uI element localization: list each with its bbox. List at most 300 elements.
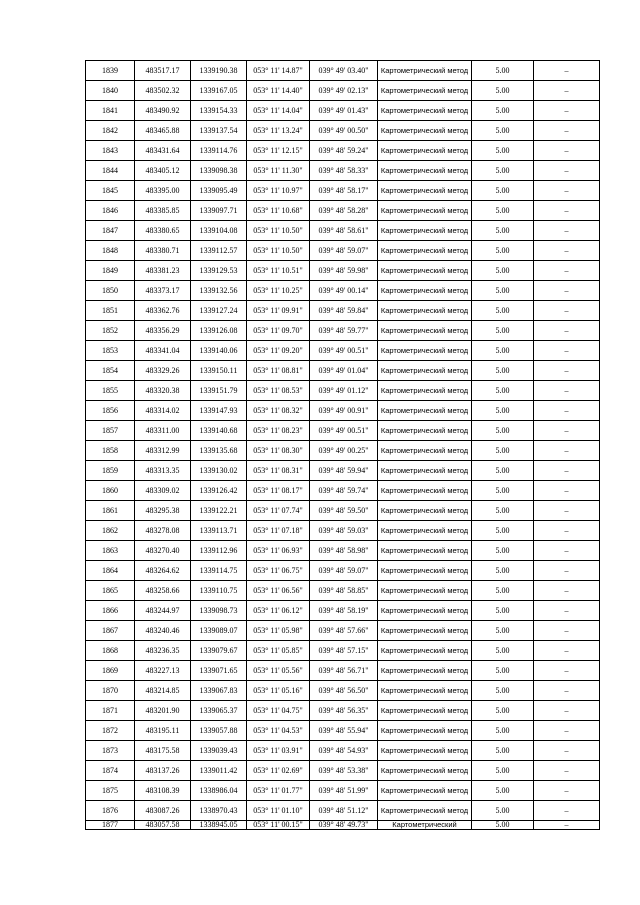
longitude-cell: 039° 49' 00.50" <box>310 121 378 141</box>
method-cell: Картометрический метод <box>378 421 472 441</box>
latitude-cell: 053° 11' 06.56" <box>247 581 310 601</box>
note-cell: – <box>534 361 600 381</box>
longitude-cell: 039° 48' 59.77" <box>310 321 378 341</box>
method-cell: Картометрический метод <box>378 321 472 341</box>
x-coordinate-cell: 483270.40 <box>135 541 191 561</box>
method-cell: Картометрический метод <box>378 521 472 541</box>
x-coordinate-cell: 483244.97 <box>135 601 191 621</box>
point-number-cell: 1851 <box>86 301 135 321</box>
y-coordinate-cell: 1338986.04 <box>191 781 247 801</box>
accuracy-cell: 5.00 <box>472 241 534 261</box>
latitude-cell: 053° 11' 08.31" <box>247 461 310 481</box>
method-cell: Картометрический метод <box>378 481 472 501</box>
longitude-cell: 039° 48' 59.94" <box>310 461 378 481</box>
y-coordinate-cell: 1339140.68 <box>191 421 247 441</box>
longitude-cell: 039° 48' 57.15" <box>310 641 378 661</box>
note-cell: – <box>534 341 600 361</box>
longitude-cell: 039° 48' 58.98" <box>310 541 378 561</box>
note-cell: – <box>534 481 600 501</box>
x-coordinate-cell: 483195.11 <box>135 721 191 741</box>
x-coordinate-cell: 483201.90 <box>135 701 191 721</box>
latitude-cell: 053° 11' 06.12" <box>247 601 310 621</box>
table-row <box>86 501 600 521</box>
method-cell: Картометрический метод <box>378 601 472 621</box>
y-coordinate-cell: 1339104.08 <box>191 221 247 241</box>
method-cell: Картометрический <box>378 821 472 830</box>
y-coordinate-cell: 1339039.43 <box>191 741 247 761</box>
x-coordinate-cell: 483278.08 <box>135 521 191 541</box>
accuracy-cell: 5.00 <box>472 821 534 830</box>
x-coordinate-cell: 483137.26 <box>135 761 191 781</box>
accuracy-cell: 5.00 <box>472 261 534 281</box>
accuracy-cell: 5.00 <box>472 561 534 581</box>
x-coordinate-cell: 483405.12 <box>135 161 191 181</box>
point-number-cell: 1852 <box>86 321 135 341</box>
accuracy-cell: 5.00 <box>472 521 534 541</box>
method-cell: Картометрический метод <box>378 721 472 741</box>
method-cell: Картометрический метод <box>378 61 472 81</box>
x-coordinate-cell: 483227.13 <box>135 661 191 681</box>
table-row <box>86 281 600 301</box>
y-coordinate-cell: 1339067.83 <box>191 681 247 701</box>
y-coordinate-cell: 1339127.24 <box>191 301 247 321</box>
method-cell: Картометрический метод <box>378 741 472 761</box>
method-cell: Картометрический метод <box>378 361 472 381</box>
point-number-cell: 1871 <box>86 701 135 721</box>
point-number-cell: 1846 <box>86 201 135 221</box>
method-cell: Картометрический метод <box>378 261 472 281</box>
y-coordinate-cell: 1339112.57 <box>191 241 247 261</box>
accuracy-cell: 5.00 <box>472 461 534 481</box>
point-number-cell: 1877 <box>86 821 135 830</box>
method-cell: Картометрический метод <box>378 681 472 701</box>
longitude-cell: 039° 48' 51.12" <box>310 801 378 821</box>
point-number-cell: 1860 <box>86 481 135 501</box>
note-cell: – <box>534 181 600 201</box>
latitude-cell: 053° 11' 07.74" <box>247 501 310 521</box>
longitude-cell: 039° 49' 00.51" <box>310 341 378 361</box>
note-cell: – <box>534 541 600 561</box>
table-row <box>86 61 600 81</box>
y-coordinate-cell: 1339114.76 <box>191 141 247 161</box>
x-coordinate-cell: 483236.35 <box>135 641 191 661</box>
accuracy-cell: 5.00 <box>472 381 534 401</box>
latitude-cell: 053° 11' 09.70" <box>247 321 310 341</box>
note-cell: – <box>534 721 600 741</box>
table-row <box>86 721 600 741</box>
point-number-cell: 1865 <box>86 581 135 601</box>
method-cell: Картометрический метод <box>378 301 472 321</box>
latitude-cell: 053° 11' 08.17" <box>247 481 310 501</box>
method-cell: Картометрический метод <box>378 461 472 481</box>
method-cell: Картометрический метод <box>378 181 472 201</box>
accuracy-cell: 5.00 <box>472 601 534 621</box>
x-coordinate-cell: 483395.00 <box>135 181 191 201</box>
latitude-cell: 053° 11' 11.30" <box>247 161 310 181</box>
longitude-cell: 039° 49' 01.12" <box>310 381 378 401</box>
latitude-cell: 053° 11' 05.98" <box>247 621 310 641</box>
table-row <box>86 521 600 541</box>
accuracy-cell: 5.00 <box>472 781 534 801</box>
method-cell: Картометрический метод <box>378 241 472 261</box>
method-cell: Картометрический метод <box>378 781 472 801</box>
point-number-cell: 1839 <box>86 61 135 81</box>
y-coordinate-cell: 1339190.38 <box>191 61 247 81</box>
accuracy-cell: 5.00 <box>472 161 534 181</box>
table-row <box>86 621 600 641</box>
point-number-cell: 1872 <box>86 721 135 741</box>
latitude-cell: 053° 11' 04.75" <box>247 701 310 721</box>
note-cell: – <box>534 261 600 281</box>
longitude-cell: 039° 49' 03.40" <box>310 61 378 81</box>
accuracy-cell: 5.00 <box>472 581 534 601</box>
x-coordinate-cell: 483108.39 <box>135 781 191 801</box>
y-coordinate-cell: 1339129.53 <box>191 261 247 281</box>
longitude-cell: 039° 48' 58.61" <box>310 221 378 241</box>
y-coordinate-cell: 1339137.54 <box>191 121 247 141</box>
method-cell: Картометрический метод <box>378 281 472 301</box>
latitude-cell: 053° 11' 10.97" <box>247 181 310 201</box>
y-coordinate-cell: 1339098.38 <box>191 161 247 181</box>
method-cell: Картометрический метод <box>378 141 472 161</box>
accuracy-cell: 5.00 <box>472 701 534 721</box>
table-row <box>86 161 600 181</box>
x-coordinate-cell: 483381.23 <box>135 261 191 281</box>
x-coordinate-cell: 483380.71 <box>135 241 191 261</box>
point-number-cell: 1875 <box>86 781 135 801</box>
note-cell: – <box>534 281 600 301</box>
note-cell: – <box>534 661 600 681</box>
y-coordinate-cell: 1339113.71 <box>191 521 247 541</box>
y-coordinate-cell: 1339126.08 <box>191 321 247 341</box>
note-cell: – <box>534 161 600 181</box>
point-number-cell: 1867 <box>86 621 135 641</box>
method-cell: Картометрический метод <box>378 501 472 521</box>
note-cell: – <box>534 821 600 830</box>
note-cell: – <box>534 301 600 321</box>
latitude-cell: 053° 11' 10.68" <box>247 201 310 221</box>
longitude-cell: 039° 48' 51.99" <box>310 781 378 801</box>
longitude-cell: 039° 48' 59.24" <box>310 141 378 161</box>
y-coordinate-cell: 1339154.33 <box>191 101 247 121</box>
y-coordinate-cell: 1339126.42 <box>191 481 247 501</box>
table-row <box>86 381 600 401</box>
longitude-cell: 039° 48' 59.84" <box>310 301 378 321</box>
latitude-cell: 053° 11' 14.04" <box>247 101 310 121</box>
latitude-cell: 053° 11' 01.10" <box>247 801 310 821</box>
note-cell: – <box>534 681 600 701</box>
y-coordinate-cell: 1339011.42 <box>191 761 247 781</box>
y-coordinate-cell: 1339140.06 <box>191 341 247 361</box>
table-row <box>86 221 600 241</box>
longitude-cell: 039° 48' 59.03" <box>310 521 378 541</box>
note-cell: – <box>534 461 600 481</box>
note-cell: – <box>534 81 600 101</box>
x-coordinate-cell: 483465.88 <box>135 121 191 141</box>
method-cell: Картометрический метод <box>378 761 472 781</box>
note-cell: – <box>534 581 600 601</box>
y-coordinate-cell: 1339089.07 <box>191 621 247 641</box>
table-row <box>86 241 600 261</box>
note-cell: – <box>534 781 600 801</box>
note-cell: – <box>534 421 600 441</box>
longitude-cell: 039° 49' 00.25" <box>310 441 378 461</box>
accuracy-cell: 5.00 <box>472 741 534 761</box>
point-number-cell: 1850 <box>86 281 135 301</box>
x-coordinate-cell: 483380.65 <box>135 221 191 241</box>
accuracy-cell: 5.00 <box>472 481 534 501</box>
point-number-cell: 1855 <box>86 381 135 401</box>
table-row <box>86 561 600 581</box>
accuracy-cell: 5.00 <box>472 801 534 821</box>
accuracy-cell: 5.00 <box>472 341 534 361</box>
table-row <box>86 441 600 461</box>
y-coordinate-cell: 1338970.43 <box>191 801 247 821</box>
note-cell: – <box>534 381 600 401</box>
point-number-cell: 1840 <box>86 81 135 101</box>
latitude-cell: 053° 11' 06.75" <box>247 561 310 581</box>
method-cell: Картометрический метод <box>378 121 472 141</box>
latitude-cell: 053° 11' 10.50" <box>247 241 310 261</box>
longitude-cell: 039° 48' 58.85" <box>310 581 378 601</box>
table-row <box>86 81 600 101</box>
x-coordinate-cell: 483314.02 <box>135 401 191 421</box>
note-cell: – <box>534 521 600 541</box>
point-number-cell: 1863 <box>86 541 135 561</box>
point-number-cell: 1847 <box>86 221 135 241</box>
latitude-cell: 053° 11' 10.51" <box>247 261 310 281</box>
latitude-cell: 053° 11' 03.91" <box>247 741 310 761</box>
method-cell: Картометрический метод <box>378 341 472 361</box>
x-coordinate-cell: 483373.17 <box>135 281 191 301</box>
longitude-cell: 039° 48' 59.07" <box>310 561 378 581</box>
point-number-cell: 1870 <box>86 681 135 701</box>
note-cell: – <box>534 121 600 141</box>
point-number-cell: 1842 <box>86 121 135 141</box>
method-cell: Картометрический метод <box>378 201 472 221</box>
x-coordinate-cell: 483356.29 <box>135 321 191 341</box>
longitude-cell: 039° 48' 53.38" <box>310 761 378 781</box>
accuracy-cell: 5.00 <box>472 641 534 661</box>
table-row <box>86 741 600 761</box>
method-cell: Картометрический метод <box>378 101 472 121</box>
accuracy-cell: 5.00 <box>472 121 534 141</box>
longitude-cell: 039° 49' 00.14" <box>310 281 378 301</box>
y-coordinate-cell: 1339122.21 <box>191 501 247 521</box>
y-coordinate-cell: 1339079.67 <box>191 641 247 661</box>
longitude-cell: 039° 49' 01.43" <box>310 101 378 121</box>
table-row <box>86 481 600 501</box>
longitude-cell: 039° 48' 57.66" <box>310 621 378 641</box>
y-coordinate-cell: 1339098.73 <box>191 601 247 621</box>
method-cell: Картометрический метод <box>378 81 472 101</box>
latitude-cell: 053° 11' 12.15" <box>247 141 310 161</box>
table-row <box>86 421 600 441</box>
point-number-cell: 1876 <box>86 801 135 821</box>
table-row <box>86 341 600 361</box>
point-number-cell: 1849 <box>86 261 135 281</box>
note-cell: – <box>534 641 600 661</box>
y-coordinate-cell: 1339071.65 <box>191 661 247 681</box>
table-row <box>86 301 600 321</box>
table-row <box>86 601 600 621</box>
accuracy-cell: 5.00 <box>472 761 534 781</box>
note-cell: – <box>534 201 600 221</box>
note-cell: – <box>534 221 600 241</box>
table-body <box>86 61 600 830</box>
latitude-cell: 053° 11' 14.87" <box>247 61 310 81</box>
y-coordinate-cell: 1339147.93 <box>191 401 247 421</box>
method-cell: Картометрический метод <box>378 161 472 181</box>
latitude-cell: 053° 11' 01.77" <box>247 781 310 801</box>
table-row <box>86 581 600 601</box>
accuracy-cell: 5.00 <box>472 441 534 461</box>
longitude-cell: 039° 48' 58.17" <box>310 181 378 201</box>
accuracy-cell: 5.00 <box>472 361 534 381</box>
note-cell: – <box>534 401 600 421</box>
note-cell: – <box>534 241 600 261</box>
point-number-cell: 1866 <box>86 601 135 621</box>
table-row <box>86 661 600 681</box>
method-cell: Картометрический метод <box>378 381 472 401</box>
latitude-cell: 053° 11' 05.85" <box>247 641 310 661</box>
x-coordinate-cell: 483312.99 <box>135 441 191 461</box>
method-cell: Картометрический метод <box>378 221 472 241</box>
longitude-cell: 039° 48' 54.93" <box>310 741 378 761</box>
point-number-cell: 1856 <box>86 401 135 421</box>
coordinates-table <box>85 60 600 830</box>
latitude-cell: 053° 11' 14.40" <box>247 81 310 101</box>
longitude-cell: 039° 49' 00.91" <box>310 401 378 421</box>
point-number-cell: 1868 <box>86 641 135 661</box>
latitude-cell: 053° 11' 00.15" <box>247 821 310 830</box>
table-row <box>86 121 600 141</box>
table-row <box>86 821 600 830</box>
note-cell: – <box>534 701 600 721</box>
accuracy-cell: 5.00 <box>472 721 534 741</box>
table-row <box>86 461 600 481</box>
x-coordinate-cell: 483311.00 <box>135 421 191 441</box>
accuracy-cell: 5.00 <box>472 661 534 681</box>
point-number-cell: 1854 <box>86 361 135 381</box>
point-number-cell: 1869 <box>86 661 135 681</box>
accuracy-cell: 5.00 <box>472 101 534 121</box>
method-cell: Картометрический метод <box>378 541 472 561</box>
latitude-cell: 053° 11' 08.81" <box>247 361 310 381</box>
latitude-cell: 053° 11' 06.93" <box>247 541 310 561</box>
longitude-cell: 039° 48' 59.50" <box>310 501 378 521</box>
y-coordinate-cell: 1339057.88 <box>191 721 247 741</box>
longitude-cell: 039° 48' 59.07" <box>310 241 378 261</box>
table-row <box>86 201 600 221</box>
latitude-cell: 053° 11' 09.91" <box>247 301 310 321</box>
table-row <box>86 801 600 821</box>
latitude-cell: 053° 11' 07.18" <box>247 521 310 541</box>
note-cell: – <box>534 741 600 761</box>
point-number-cell: 1845 <box>86 181 135 201</box>
latitude-cell: 053° 11' 02.69" <box>247 761 310 781</box>
accuracy-cell: 5.00 <box>472 61 534 81</box>
y-coordinate-cell: 1339095.49 <box>191 181 247 201</box>
table-row <box>86 101 600 121</box>
accuracy-cell: 5.00 <box>472 141 534 161</box>
note-cell: – <box>534 321 600 341</box>
x-coordinate-cell: 483362.76 <box>135 301 191 321</box>
longitude-cell: 039° 48' 55.94" <box>310 721 378 741</box>
accuracy-cell: 5.00 <box>472 501 534 521</box>
point-number-cell: 1861 <box>86 501 135 521</box>
note-cell: – <box>534 101 600 121</box>
x-coordinate-cell: 483490.92 <box>135 101 191 121</box>
table-row <box>86 181 600 201</box>
method-cell: Картометрический метод <box>378 701 472 721</box>
x-coordinate-cell: 483517.17 <box>135 61 191 81</box>
method-cell: Картометрический метод <box>378 801 472 821</box>
longitude-cell: 039° 49' 02.13" <box>310 81 378 101</box>
table-row <box>86 361 600 381</box>
accuracy-cell: 5.00 <box>472 281 534 301</box>
x-coordinate-cell: 483313.35 <box>135 461 191 481</box>
y-coordinate-cell: 1339097.71 <box>191 201 247 221</box>
note-cell: – <box>534 761 600 781</box>
table-row <box>86 401 600 421</box>
accuracy-cell: 5.00 <box>472 81 534 101</box>
x-coordinate-cell: 483329.26 <box>135 361 191 381</box>
accuracy-cell: 5.00 <box>472 221 534 241</box>
note-cell: – <box>534 801 600 821</box>
x-coordinate-cell: 483264.62 <box>135 561 191 581</box>
table-row <box>86 681 600 701</box>
method-cell: Картометрический метод <box>378 561 472 581</box>
table-row <box>86 261 600 281</box>
accuracy-cell: 5.00 <box>472 201 534 221</box>
table-row <box>86 781 600 801</box>
y-coordinate-cell: 1339065.37 <box>191 701 247 721</box>
point-number-cell: 1859 <box>86 461 135 481</box>
y-coordinate-cell: 1339112.96 <box>191 541 247 561</box>
x-coordinate-cell: 483214.85 <box>135 681 191 701</box>
x-coordinate-cell: 483087.26 <box>135 801 191 821</box>
x-coordinate-cell: 483258.66 <box>135 581 191 601</box>
table-row <box>86 541 600 561</box>
method-cell: Картометрический метод <box>378 641 472 661</box>
point-number-cell: 1844 <box>86 161 135 181</box>
latitude-cell: 053° 11' 08.53" <box>247 381 310 401</box>
y-coordinate-cell: 1339151.79 <box>191 381 247 401</box>
y-coordinate-cell: 1339132.56 <box>191 281 247 301</box>
method-cell: Картометрический метод <box>378 441 472 461</box>
method-cell: Картометрический метод <box>378 401 472 421</box>
longitude-cell: 039° 49' 00.51" <box>310 421 378 441</box>
accuracy-cell: 5.00 <box>472 681 534 701</box>
x-coordinate-cell: 483175.58 <box>135 741 191 761</box>
point-number-cell: 1858 <box>86 441 135 461</box>
longitude-cell: 039° 49' 01.04" <box>310 361 378 381</box>
longitude-cell: 039° 48' 49.73" <box>310 821 378 830</box>
y-coordinate-cell: 1339114.75 <box>191 561 247 581</box>
latitude-cell: 053° 11' 09.20" <box>247 341 310 361</box>
point-number-cell: 1873 <box>86 741 135 761</box>
point-number-cell: 1848 <box>86 241 135 261</box>
y-coordinate-cell: 1338945.05 <box>191 821 247 830</box>
y-coordinate-cell: 1339130.02 <box>191 461 247 481</box>
x-coordinate-cell: 483341.04 <box>135 341 191 361</box>
latitude-cell: 053° 11' 10.25" <box>247 281 310 301</box>
point-number-cell: 1843 <box>86 141 135 161</box>
table-row <box>86 761 600 781</box>
table-row <box>86 141 600 161</box>
latitude-cell: 053° 11' 08.30" <box>247 441 310 461</box>
